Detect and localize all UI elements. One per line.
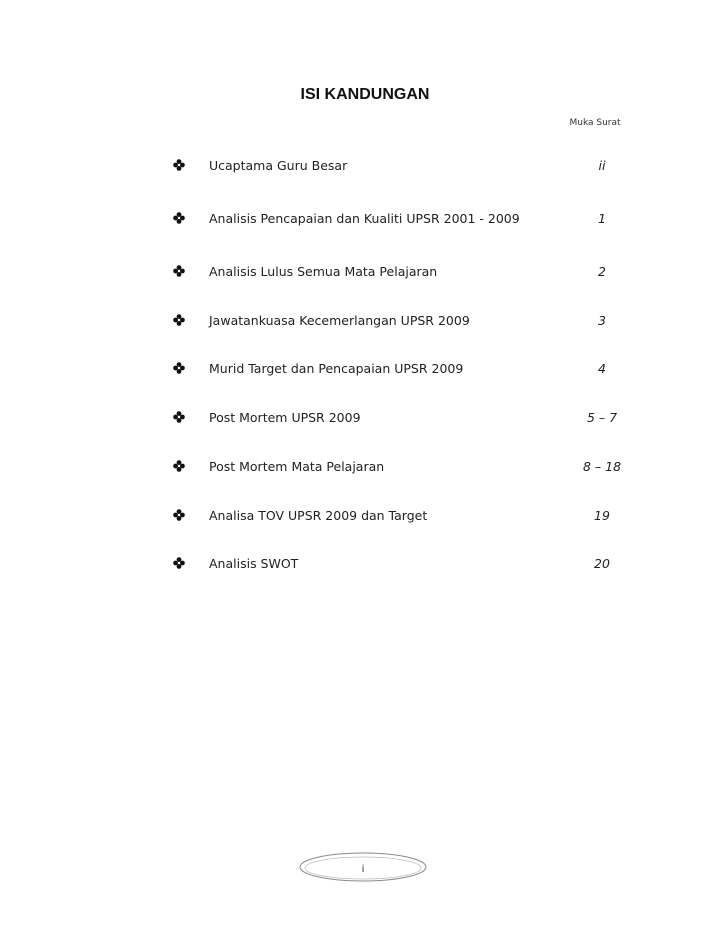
- diamond-bullet-icon: [173, 557, 185, 569]
- toc-entry-title: Murid Target dan Pencapaian UPSR 2009: [209, 361, 464, 376]
- diamond-bullet-icon: [173, 212, 185, 224]
- toc-entry: [0, 262, 728, 282]
- toc-entry-title: Ucaptama Guru Besar: [209, 158, 348, 173]
- diamond-bullet-icon: [173, 411, 185, 423]
- toc-entry: [0, 457, 728, 477]
- toc-entry-page: 19: [594, 508, 610, 523]
- diamond-bullet-icon: [173, 362, 185, 374]
- toc-entry-title: Post Mortem Mata Pelajaran: [209, 459, 385, 474]
- toc-entry-title: Jawatankuasa Kecemerlangan UPSR 2009: [209, 313, 470, 328]
- toc-entry-title: Analisa TOV UPSR 2009 dan Target: [209, 508, 428, 523]
- toc-entry-title: Analisis Lulus Semua Mata Pelajaran: [209, 264, 438, 279]
- toc-entry: [0, 359, 728, 379]
- toc-entry-title: Analisis SWOT: [209, 556, 299, 571]
- toc-entry-page: 8 – 18: [582, 459, 622, 474]
- footer-page-number: i: [361, 864, 365, 875]
- toc-entry: [0, 408, 728, 428]
- toc-entry: [0, 209, 728, 229]
- page-title: ISI KANDUNGAN: [300, 86, 430, 103]
- toc-entry: [0, 311, 728, 331]
- toc-entry: [0, 554, 728, 574]
- toc-entry: [0, 506, 728, 526]
- toc-entry-page: ii: [598, 158, 606, 173]
- toc-entry-page: 20: [594, 556, 610, 571]
- toc-entry-page: 4: [598, 361, 606, 376]
- toc-entry-page: 5 – 7: [586, 410, 618, 425]
- diamond-bullet-icon: [173, 265, 185, 277]
- footer-page-badge: [0, 848, 728, 888]
- toc-entry-page: 2: [598, 264, 606, 279]
- diamond-bullet-icon: [173, 509, 185, 521]
- column-header-page: Muka Surat: [569, 118, 621, 128]
- diamond-bullet-icon: [173, 314, 185, 326]
- diamond-bullet-icon: [173, 159, 185, 171]
- toc-entry: [0, 156, 728, 176]
- toc-entry-page: 1: [598, 211, 606, 226]
- toc-entry-title: Analisis Pencapaian dan Kualiti UPSR 2001 - 2009: [209, 211, 520, 226]
- diamond-bullet-icon: [173, 460, 185, 472]
- toc-entry-page: 3: [598, 313, 606, 328]
- toc-entry-title: Post Mortem UPSR 2009: [209, 410, 361, 425]
